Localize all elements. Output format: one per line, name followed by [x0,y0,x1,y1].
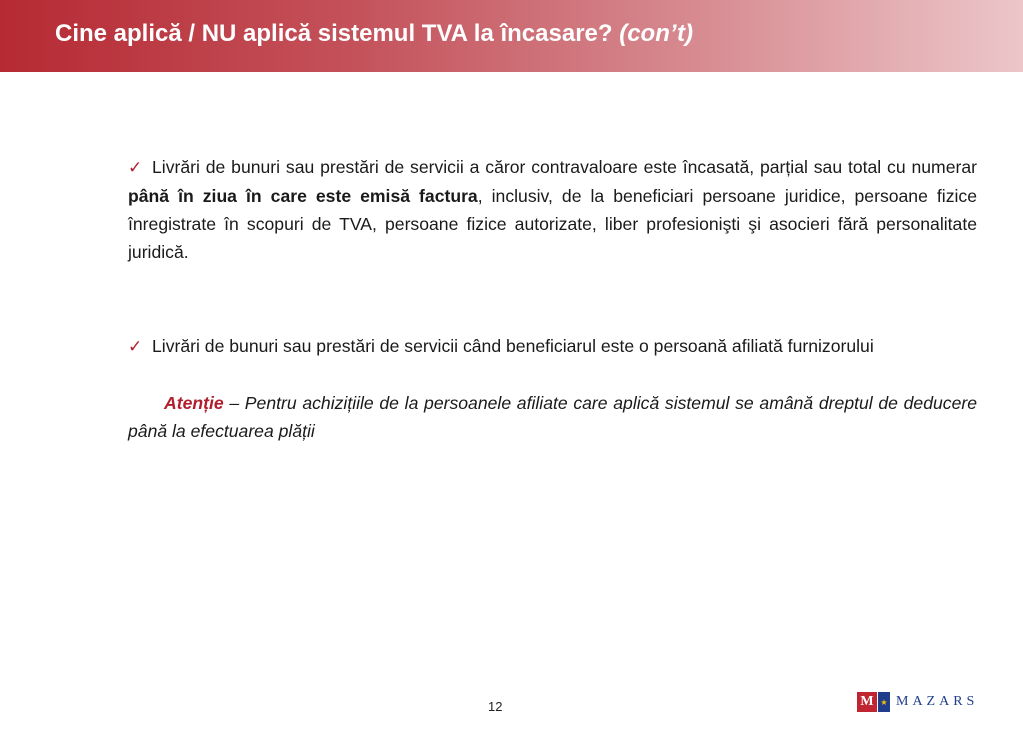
bullet-text-bold: până în ziua în care este emisă factura [128,186,478,206]
mazars-logo [857,690,978,714]
page-number: 12 [488,699,503,714]
attention-label: Atenție [164,393,224,413]
logo-mark: M [857,692,877,712]
bullet-text-end: , inclusiv, de la beneficiari persoane juridice, persoane fizice înregistrate în scopuri de TVA, persoane fizice autorizate, liber profesionişti şi asocieri fără personalitate juridică. [128,186,977,262]
title-bar [0,0,1023,72]
slide-title-text: Cine aplică / NU aplică sistemul TVA la încasare? [55,20,613,47]
eu-stars-icon: ★ [878,692,890,712]
attention-note [128,389,977,445]
slide-title-suffix: (con’t) [619,20,693,47]
bullet-item-cash-payment [128,153,977,266]
bullet-item-affiliated [128,332,977,361]
bullet-text: Livrări de bunuri sau prestări de servicii când beneficiarul este o persoană afiliată furnizorului [152,336,874,356]
slide-body [128,153,977,445]
check-icon: ✓ [128,158,143,177]
logo-wordmark: MAZARS [896,694,979,709]
bullet-text-start: Livrări de bunuri sau prestări de servicii a căror contravaloare este încasată, parțial sau total cu numerar [152,157,977,177]
attention-text: – Pentru achizițiile de la persoanele afiliate care aplică sistemul se amână dreptul de deducere până la efectuarea plății [128,393,977,441]
slide-title [55,20,693,48]
check-icon: ✓ [128,337,143,356]
